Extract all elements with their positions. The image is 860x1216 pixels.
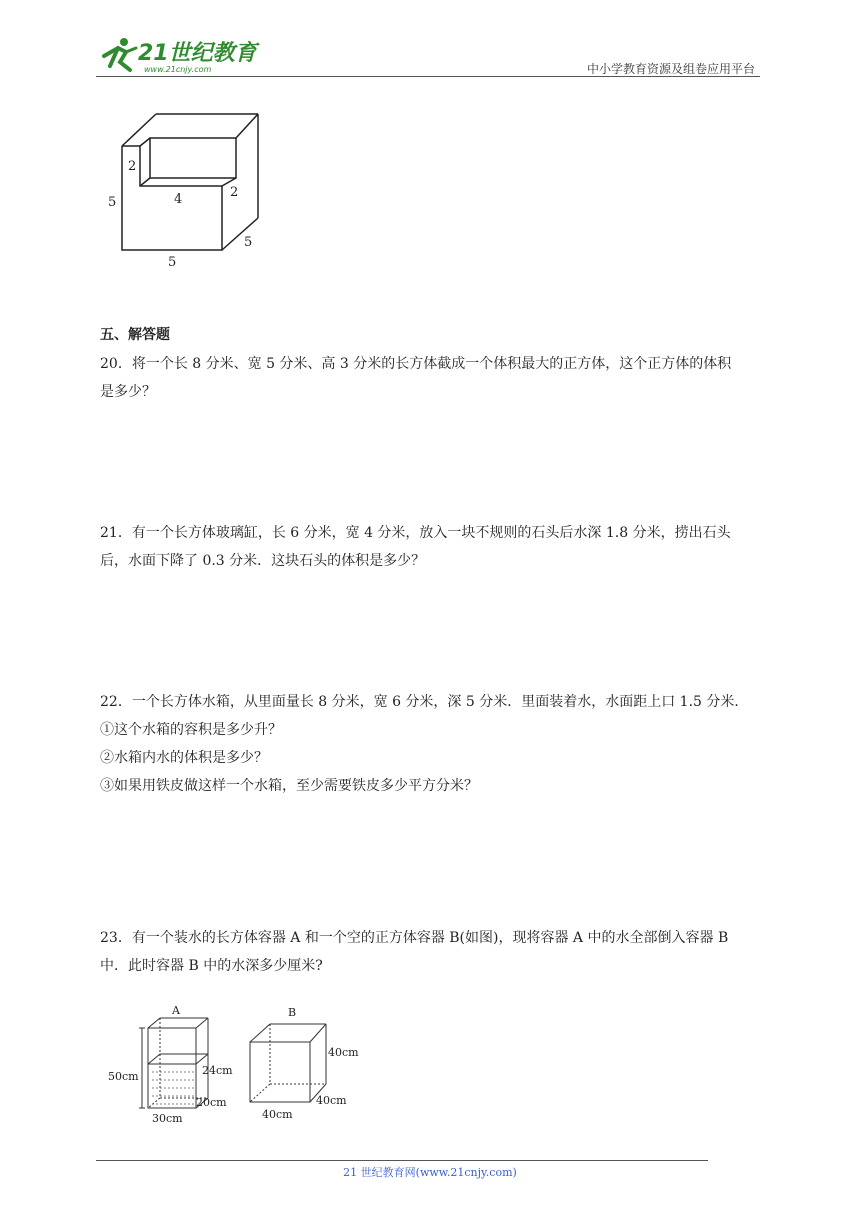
question-line: ②水箱内水的体积是多少？ <box>100 750 268 766</box>
question-line: 后，水面下降了 0.3 分米．这块石头的体积是多少？ <box>100 553 426 569</box>
question-line: 中．此时容器 B 中的水深多少厘米? <box>100 958 323 974</box>
notched-cuboid-figure <box>100 106 280 276</box>
question-line: 20．将一个长 8 分米、宽 5 分米、高 3 分米的长方体截成一个体积最大的正方体，这个正方体的体积 <box>100 356 732 372</box>
question-line: 23．有一个装水的长方体容器 A 和一个空的正方体容器 B(如图)，现将容器 A 中的水全部倒入容器 B <box>100 930 729 946</box>
footer-text: 21 世纪教育网(www.21cnjy.com) <box>343 1166 517 1179</box>
question-20 <box>100 350 764 406</box>
container-a-water: 24cm <box>202 1064 233 1077</box>
container-b-height: 40cm <box>328 1046 359 1059</box>
header-platform-text: 中小学教育资源及组卷应用平台 <box>586 62 755 76</box>
runner-logo-icon <box>96 32 266 76</box>
container-b <box>250 1024 326 1102</box>
question-21 <box>100 519 764 575</box>
label-total-height: 5 <box>108 195 117 210</box>
label-right-height: 2 <box>230 185 239 200</box>
water-pattern <box>152 1072 194 1104</box>
container-a-width: 30cm <box>152 1112 183 1125</box>
label-inner-length: 4 <box>174 192 183 207</box>
question-line: 22．一个长方体水箱，从里面量长 8 分米，宽 6 分米，深 5 分米．里面装着水，水面距上口 1.5 分米． <box>100 694 749 710</box>
header-divider <box>96 76 760 77</box>
site-logo <box>96 32 266 76</box>
logo-sub-text: www.21cnjy.com <box>144 65 212 74</box>
question-23 <box>100 924 764 980</box>
label-bottom-length: 5 <box>168 255 177 270</box>
question-line: 是多少？ <box>100 384 156 400</box>
containers-figure <box>104 1000 364 1130</box>
label-inner-height: 2 <box>128 159 137 174</box>
container-a <box>139 1018 208 1108</box>
container-b-width: 40cm <box>262 1108 293 1121</box>
container-a-label: A <box>172 1004 180 1017</box>
logo-main-text: 21世纪教育 <box>138 41 257 66</box>
section-title: 五、解答题 <box>100 327 170 343</box>
footer-divider <box>96 1160 708 1161</box>
container-a-height: 50cm <box>108 1070 139 1083</box>
container-b-depth: 40cm <box>316 1094 347 1107</box>
container-b-label: B <box>288 1006 297 1019</box>
question-line: ①这个水箱的容积是多少升？ <box>100 722 282 738</box>
label-depth: 5 <box>244 235 253 250</box>
question-line: 21．有一个长方体玻璃缸，长 6 分米，宽 4 分米，放入一块不规则的石头后水深 1.8 分米，捞出石头 <box>100 525 731 541</box>
question-22 <box>100 688 764 800</box>
container-a-depth: 20cm <box>196 1096 227 1109</box>
question-line: ③如果用铁皮做这样一个水箱，至少需要铁皮多少平方分米？ <box>100 778 478 794</box>
